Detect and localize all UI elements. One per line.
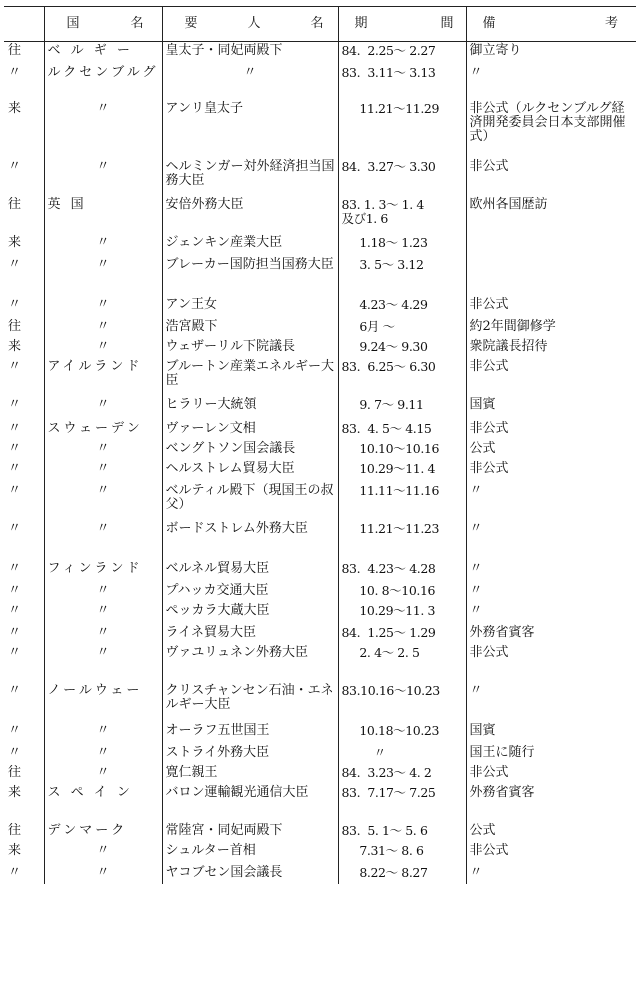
period-cell: 10.10～10.16 [338, 440, 466, 460]
period-cell: 83. 1. 3～ 1. 4 及び1. 6 [338, 196, 466, 234]
dignitary-name-cell: ブレーカー国防担当国務大臣 [162, 256, 338, 296]
visit-direction-cell: 〃 [4, 744, 44, 764]
remarks-cell: 〃 [466, 482, 636, 520]
country-cell: 〃 [44, 744, 162, 764]
visit-direction-cell: 〃 [4, 722, 44, 744]
table-row [4, 520, 636, 560]
remarks-cell: 〃 [466, 520, 636, 560]
table-row [4, 602, 636, 624]
period-cell: 2. 4～ 2. 5 [338, 644, 466, 682]
remarks-cell [466, 256, 636, 296]
table-row [4, 296, 636, 318]
country-cell: 〃 [44, 842, 162, 864]
dignitary-name-cell: 〃 [162, 64, 338, 100]
dignitary-name-cell: 寛仁親王 [162, 764, 338, 784]
period-cell: 84. 3.27～ 3.30 [338, 158, 466, 196]
visit-direction-cell: 往 [4, 764, 44, 784]
header-period-char-1: 期 [354, 16, 368, 31]
period-cell: 83. 7.17～ 7.25 [338, 784, 466, 822]
remarks-cell: 非公式 [466, 764, 636, 784]
remarks-cell: 〃 [466, 602, 636, 624]
country-cell: 〃 [44, 100, 162, 158]
country-cell: 〃 [44, 644, 162, 682]
remarks-cell: 約2年間御修学 [466, 318, 636, 338]
header-country-char-2: 名 [130, 16, 144, 31]
table-row [4, 582, 636, 602]
country-cell: 〃 [44, 396, 162, 420]
visit-direction-cell: 〃 [4, 420, 44, 440]
table-row [4, 42, 636, 64]
period-cell: 6月 ～ [338, 318, 466, 338]
country-cell: 〃 [44, 318, 162, 338]
table-row [4, 842, 636, 864]
remarks-cell: 〃 [466, 560, 636, 582]
country-cell: ノールウェー [44, 682, 162, 722]
period-cell: 10.29～11. 3 [338, 602, 466, 624]
visit-direction-cell: 〃 [4, 624, 44, 644]
dignitary-name-cell: ヴァーレン文相 [162, 420, 338, 440]
visit-direction-cell: 〃 [4, 602, 44, 624]
dignitary-name-cell: ライネ貿易大臣 [162, 624, 338, 644]
header-dignitary-char-1: 要 [184, 16, 198, 31]
remarks-cell: 〃 [466, 64, 636, 100]
dignitary-name-cell: アン王女 [162, 296, 338, 318]
table-row [4, 460, 636, 482]
table-row [4, 864, 636, 884]
visit-direction-cell: 〃 [4, 460, 44, 482]
header-country [44, 7, 162, 42]
dignitary-name-cell: シュルター首相 [162, 842, 338, 864]
visit-direction-cell: 〃 [4, 256, 44, 296]
visit-direction-cell: 〃 [4, 682, 44, 722]
dignitary-name-cell: 安倍外務大臣 [162, 196, 338, 234]
header-remarks-char-1: 備 [482, 16, 496, 31]
country-cell: 〃 [44, 722, 162, 744]
header-country-char-1: 国 [66, 16, 80, 31]
table-row [4, 234, 636, 256]
visit-direction-cell: 往 [4, 822, 44, 842]
dignitary-visits-table [4, 6, 636, 884]
table-row [4, 644, 636, 682]
visit-direction-cell: 〃 [4, 440, 44, 460]
country-cell: デンマーク [44, 822, 162, 842]
remarks-cell: 〃 [466, 682, 636, 722]
period-cell: 84. 2.25～ 2.27 [338, 42, 466, 64]
country-cell: フィンランド [44, 560, 162, 582]
table-row [4, 256, 636, 296]
visit-direction-cell: 〃 [4, 64, 44, 100]
table-row [4, 338, 636, 358]
visit-direction-cell: 〃 [4, 864, 44, 884]
table-row [4, 784, 636, 822]
remarks-cell: 衆院議長招待 [466, 338, 636, 358]
remarks-cell: 非公式（ルクセンブルグ経済開発委員会日本支部開催式） [466, 100, 636, 158]
period-cell: 83.10.16～10.23 [338, 682, 466, 722]
dignitary-name-cell: プハッカ交通大臣 [162, 582, 338, 602]
dignitary-name-cell: バロン運輸観光通信大臣 [162, 784, 338, 822]
remarks-cell: 外務省賓客 [466, 784, 636, 822]
visit-direction-cell: 〃 [4, 396, 44, 420]
remarks-cell: 非公式 [466, 158, 636, 196]
header-row [4, 7, 636, 42]
remarks-cell: 非公式 [466, 296, 636, 318]
table-row [4, 318, 636, 338]
table-row [4, 196, 636, 234]
country-cell: 〃 [44, 520, 162, 560]
dignitary-name-cell: アンリ皇太子 [162, 100, 338, 158]
table-row [4, 482, 636, 520]
period-cell: 83. 4.23～ 4.28 [338, 560, 466, 582]
period-cell: 7.31～ 8. 6 [338, 842, 466, 864]
dignitary-name-cell: ジェンキン産業大臣 [162, 234, 338, 256]
period-cell: 4.23～ 4.29 [338, 296, 466, 318]
dignitary-name-cell: 常陸宮・同妃両殿下 [162, 822, 338, 842]
remarks-cell: 国賓 [466, 722, 636, 744]
visit-direction-cell: 往 [4, 42, 44, 64]
period-cell: 1.18～ 1.23 [338, 234, 466, 256]
visit-direction-cell: 〃 [4, 158, 44, 196]
visit-direction-cell: 来 [4, 100, 44, 158]
visit-direction-cell: 〃 [4, 560, 44, 582]
dignitary-name-cell: ベングトソン国会議長 [162, 440, 338, 460]
period-cell: 83. 3.11～ 3.13 [338, 64, 466, 100]
country-cell: 〃 [44, 764, 162, 784]
dignitary-name-cell: オーラフ五世国王 [162, 722, 338, 744]
dignitary-name-cell: ヤコブセン国会議長 [162, 864, 338, 884]
remarks-cell: 御立寄り [466, 42, 636, 64]
country-cell: スウェーデン [44, 420, 162, 440]
country-cell: 〃 [44, 158, 162, 196]
dignitary-name-cell: ストライ外務大臣 [162, 744, 338, 764]
table-row [4, 744, 636, 764]
header-direction [4, 7, 44, 42]
period-cell: 9.24～ 9.30 [338, 338, 466, 358]
header-dignitary-char-3: 名 [310, 16, 324, 31]
remarks-cell: 非公式 [466, 644, 636, 682]
period-cell: 11.21～11.23 [338, 520, 466, 560]
period-cell: 83. 6.25～ 6.30 [338, 358, 466, 396]
country-cell: ス ペ イ ン [44, 784, 162, 822]
country-cell: ルクセンブルグ [44, 64, 162, 100]
dignitary-name-cell: クリスチャンセン石油・エネルギー大臣 [162, 682, 338, 722]
remarks-cell: 公式 [466, 822, 636, 842]
dignitary-name-cell: ベルネル貿易大臣 [162, 560, 338, 582]
remarks-cell: 外務省賓客 [466, 624, 636, 644]
country-cell: 〃 [44, 296, 162, 318]
remarks-cell: 国王に随行 [466, 744, 636, 764]
table-row [4, 822, 636, 842]
country-cell: 〃 [44, 440, 162, 460]
table-row [4, 560, 636, 582]
table-row [4, 396, 636, 420]
country-cell: 〃 [44, 624, 162, 644]
country-cell: 〃 [44, 338, 162, 358]
table-row [4, 624, 636, 644]
remarks-cell: 国賓 [466, 396, 636, 420]
period-cell: 10.29～11. 4 [338, 460, 466, 482]
table-row [4, 358, 636, 396]
remarks-cell: 〃 [466, 864, 636, 884]
period-cell: 3. 5～ 3.12 [338, 256, 466, 296]
header-dignitary [162, 7, 338, 42]
country-cell: 〃 [44, 234, 162, 256]
header-remarks-char-2: 考 [604, 16, 618, 31]
country-cell: 〃 [44, 864, 162, 884]
visit-direction-cell: 来 [4, 234, 44, 256]
visit-direction-cell: 〃 [4, 520, 44, 560]
dignitary-name-cell: ヴァユリュネン外務大臣 [162, 644, 338, 682]
country-cell: 〃 [44, 460, 162, 482]
dignitary-name-cell: ウェザーリル下院議長 [162, 338, 338, 358]
table-row [4, 682, 636, 722]
table-row [4, 440, 636, 460]
header-period [338, 7, 466, 42]
table-row [4, 722, 636, 744]
period-cell: 83. 5. 1～ 5. 6 [338, 822, 466, 842]
country-cell: 〃 [44, 582, 162, 602]
visit-direction-cell: 来 [4, 784, 44, 822]
period-cell: 8.22～ 8.27 [338, 864, 466, 884]
visit-direction-cell: 往 [4, 196, 44, 234]
remarks-cell: 非公式 [466, 842, 636, 864]
country-cell: 英 国 [44, 196, 162, 234]
visit-direction-cell: 〃 [4, 482, 44, 520]
period-cell: 11.21～11.29 [338, 100, 466, 158]
dignitary-name-cell: ベルティル殿下（現国王の叔父） [162, 482, 338, 520]
visit-direction-cell: 〃 [4, 644, 44, 682]
visit-direction-cell: 〃 [4, 296, 44, 318]
remarks-cell: 〃 [466, 582, 636, 602]
dignitary-name-cell: ブルートン産業エネルギー大臣 [162, 358, 338, 396]
visit-direction-cell: 往 [4, 318, 44, 338]
dignitary-name-cell: ペッカラ大蔵大臣 [162, 602, 338, 624]
country-cell: 〃 [44, 602, 162, 624]
dignitary-name-cell: ヘルミンガー対外経済担当国務大臣 [162, 158, 338, 196]
country-cell: アイルランド [44, 358, 162, 396]
remarks-cell [466, 234, 636, 256]
visit-direction-cell: 〃 [4, 582, 44, 602]
remarks-cell: 欧州各国歴訪 [466, 196, 636, 234]
dignitary-name-cell: ヘルストレム貿易大臣 [162, 460, 338, 482]
period-cell: 84. 3.23～ 4. 2 [338, 764, 466, 784]
period-cell: 11.11～11.16 [338, 482, 466, 520]
dignitary-name-cell: ヒラリー大統領 [162, 396, 338, 420]
visits-table-sheet [4, 6, 636, 884]
dignitary-name-cell: 皇太子・同妃両殿下 [162, 42, 338, 64]
table-row [4, 764, 636, 784]
table-body [4, 42, 636, 884]
header-remarks [466, 7, 636, 42]
header-dignitary-char-2: 人 [247, 16, 261, 31]
visit-direction-cell: 〃 [4, 358, 44, 396]
visit-direction-cell: 来 [4, 338, 44, 358]
visit-direction-cell: 来 [4, 842, 44, 864]
header-period-char-2: 間 [440, 16, 454, 31]
country-cell: 〃 [44, 256, 162, 296]
table-row [4, 100, 636, 158]
period-cell: 〃 [338, 744, 466, 764]
remarks-cell: 公式 [466, 440, 636, 460]
country-cell: ベ ル ギ ー [44, 42, 162, 64]
remarks-cell: 非公式 [466, 358, 636, 396]
period-cell: 10.18～10.23 [338, 722, 466, 744]
period-cell: 84. 1.25～ 1.29 [338, 624, 466, 644]
remarks-cell: 非公式 [466, 420, 636, 440]
period-cell: 10. 8～10.16 [338, 582, 466, 602]
country-cell: 〃 [44, 482, 162, 520]
table-row [4, 420, 636, 440]
period-cell: 83. 4. 5～ 4.15 [338, 420, 466, 440]
period-cell: 9. 7～ 9.11 [338, 396, 466, 420]
table-row [4, 158, 636, 196]
dignitary-name-cell: ボードストレム外務大臣 [162, 520, 338, 560]
dignitary-name-cell: 浩宮殿下 [162, 318, 338, 338]
table-row [4, 64, 636, 100]
remarks-cell: 非公式 [466, 460, 636, 482]
